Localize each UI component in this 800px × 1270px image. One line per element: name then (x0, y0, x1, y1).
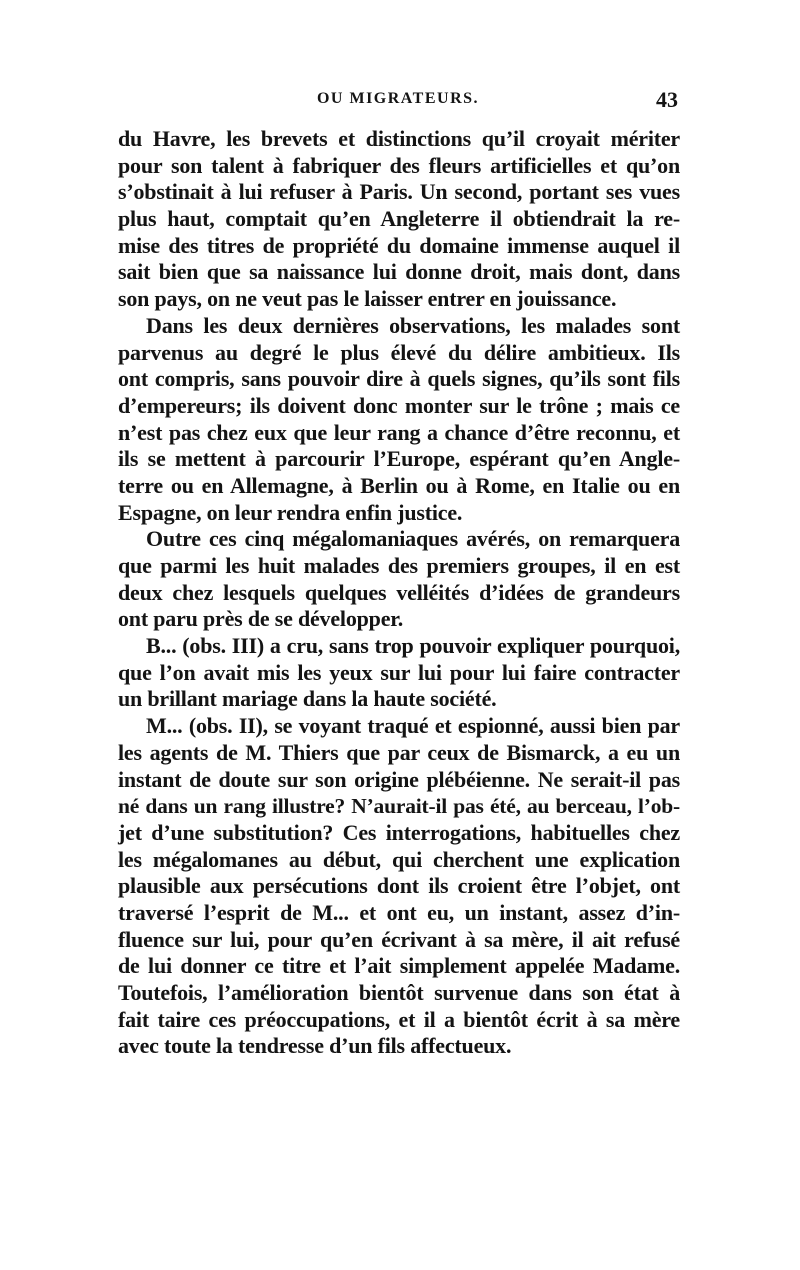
text-line: d’empereurs; ils doivent donc monter sur le trône ; mais ce (118, 392, 680, 418)
text-line: avec toute la tendresse d’un fils affectueux. (118, 1033, 512, 1059)
text-line: plausible aux persécutions dont ils croient être l’objet, ont (118, 873, 680, 899)
text-line: terre ou en Allemagne, à Berlin ou à Rome, en Italie ou en (118, 472, 680, 498)
text-line: sait bien que sa naissance lui donne droit, mais dont, dans (118, 259, 680, 285)
text-line: fait taire ces préoccupations, et il a bientôt écrit à sa mère (118, 1006, 680, 1032)
text-line: Outre ces cinq mégalomaniaques avérés, on remarquera (146, 526, 680, 552)
text-line: ils se mettent à parcourir l’Europe, espérant qu’en Angle- (118, 446, 680, 472)
text-line: que parmi les huit malades des premiers groupes, il en est (118, 553, 680, 578)
text-line: les agents de M. Thiers que par ceux de Bismarck, a eu un (118, 739, 680, 765)
text-line: un brillant mariage dans la haute société. (118, 686, 497, 712)
text-line: mise des titres de propriété du domaine immense auquel il (118, 232, 680, 258)
body-text (118, 126, 680, 1060)
text-line: ont compris, sans pouvoir dire à quels signes, qu’ils sont fils (118, 366, 680, 392)
text-line: de lui donner ce titre et l’ait simplement appelée Madame. (118, 953, 680, 979)
text-line: B... (obs. III) a cru, sans trop pouvoir expliquer pourquoi, (146, 633, 680, 659)
text-line: Toutefois, l’amélioration bientôt survenue dans son état à (118, 980, 680, 1005)
text-line: Espagne, on leur rendra enfin justice. (118, 499, 463, 525)
text-line: traversé l’esprit de M... et ont eu, un instant, assez d’in- (118, 899, 680, 925)
text-line: son pays, on ne veut pas le laisser entrer en jouissance. (118, 286, 617, 312)
text-line: Dans les deux dernières observations, les malades sont (146, 312, 680, 338)
text-line: instant de doute sur son origine plébéienne. Ne serait-il pas (118, 766, 680, 792)
running-head (118, 87, 678, 120)
text-line: n’est pas chez eux que leur rang a chance d’être reconnu, et (118, 419, 680, 445)
running-title: OU MIGRATEURS. (316, 90, 480, 107)
text-line: M... (obs. II), se voyant traqué et espionné, aussi bien par (146, 713, 680, 739)
text-line: s’obstinait à lui refuser à Paris. Un second, portant ses vues (118, 179, 680, 205)
page-number: 43 (656, 87, 678, 112)
text-line: que l’on avait mis les yeux sur lui pour lui faire contracter (118, 659, 680, 685)
text-line: pour son talent à fabriquer des fleurs artificielles et qu’on (118, 152, 680, 178)
text-line: ont paru près de se développer. (118, 606, 404, 632)
text-line: du Havre, les brevets et distinctions qu’il croyait mériter (118, 126, 680, 151)
text-line: jet d’une substitution? Ces interrogations, habituelles chez (118, 819, 680, 845)
text-line: parvenus au degré le plus élevé du délire ambitieux. Ils (118, 339, 680, 365)
text-line: plus haut, comptait qu’en Angleterre il obtiendrait la re- (118, 206, 680, 232)
text-line: les mégalomanes au début, qui cherchent une explication (118, 846, 680, 872)
text-line: deux chez lesquels quelques velléités d’idées de grandeurs (118, 579, 680, 605)
text-line: né dans un rang illustre? N’aurait-il pas été, au berceau, l’ob- (118, 794, 680, 819)
text-line: fluence sur lui, pour qu’en écrivant à sa mère, il ait refusé (118, 926, 680, 952)
